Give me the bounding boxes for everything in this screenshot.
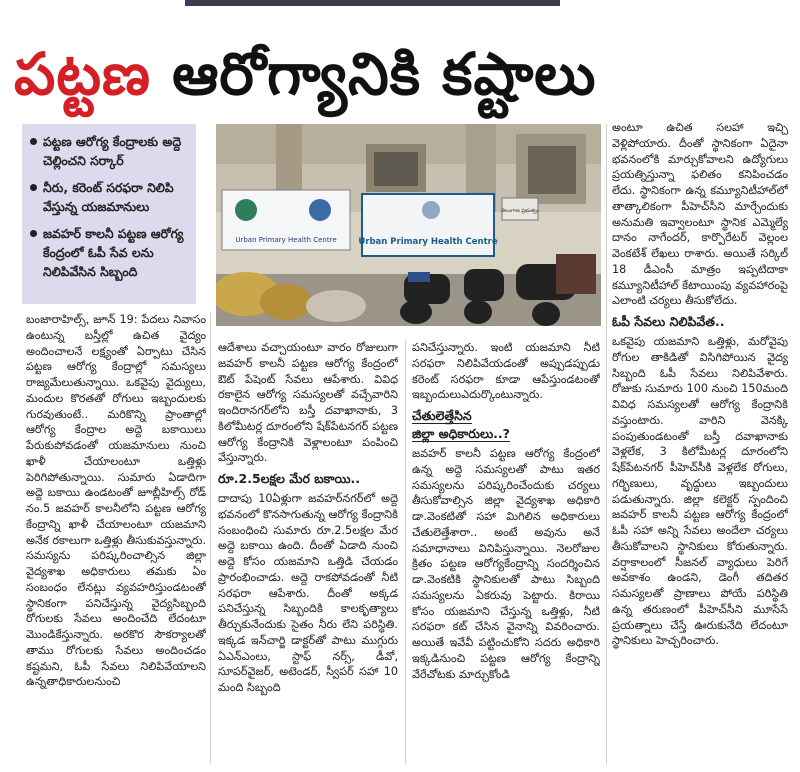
news-photo xyxy=(216,124,601,326)
board-main-text: Urban Primary Health Centre xyxy=(358,237,498,247)
highlight-item xyxy=(30,132,190,170)
highlight-item xyxy=(30,224,190,281)
column-divider xyxy=(405,340,406,764)
article-column-4 xyxy=(612,120,788,768)
paragraph: ఆదేశాలు వచ్చాయంటూ వారం రోజులుగా జవహర్ కాలనీ పట్టణ ఆరోగ్య కేంద్రంలో ఔట్ పేషెంట్ సేవలు ఆపేశారు. వివిధ రకాలైన ఆరోగ్య సమస్యలతో వచ్చేవారిని ఇందిరానగర్‌లోని బస్తీ దవాఖానాకు, 3 కిలోమీటర్ల దూరంలోని షేక్‌పేటనగర్ పట్టణ ఆరోగ్య కేంద్రానికి వెళ్లాలంటూ పంపించి వేస్తున్నారు. xyxy=(218,341,398,465)
subheading: రూ.2.5లక్షల మేర బకాయి.. xyxy=(218,471,361,486)
top-bar xyxy=(185,0,560,6)
subheading-line-1: చేతులెత్తేసిన xyxy=(412,408,472,423)
board-left-text: Urban Primary Health Centre xyxy=(235,236,337,244)
photo-illustration xyxy=(216,124,601,326)
paragraph: ఒకవైపు యజమాని ఒత్తిళ్లు, మరోవైపు రోగుల తాకిడితో విసిగిపోయిన వైద్య సిబ్బంది ఓపీ సేవలు నిలిపివేశారు. రోజుకు సుమారు 100 నుంచి 150మంది వివిధ సమస్యలతో ఆరోగ్య కేంద్రానికి వస్తుంటారు. వారిని వెనక్కి పంపుతుండటంతో బస్తీ దవాఖానాకు వెళ్లలేక, 3 కిలోమీటర్ల దూరంలోని షేక్‌పేటనగర్ పీహెచ్‌సీకి వెళ్లలేక రోగులు, గర్భిణులు, వృద్ధులు ఇబ్బందులు పడుతున్నారు. జిల్లా కలెక్టర్ స్పందించి జవహర్ కాలనీ పట్టణ ఆరోగ్య కేంద్రంలో ఓపీ సహా అన్ని సేవలు అందేలా చర్యలు తీసుకోవాలని స్థానికులు కోరుతున్నారు. వర్షాకాలంలో సీజనల్ వ్యాధులు పెరిగే అవకాశం ఉండని, డెంగీ తదితర సమస్యలతో ప్రాణాలు పోయే పరిస్థితి ఉన్న తరుణంలో పీహెచ్‌సీని మూసేసే ప్రయత్నాలు చేస్తే ఊరుకునేది లేదంటూ స్థానికులు హెచ్చరించారు. xyxy=(612,335,788,648)
column-divider xyxy=(606,124,607,764)
paragraph: దాదాపు 10ఏళ్లుగా జవహర్‌నగర్‌లో అద్దె భవనంలో కొనసాగుతున్న ఆరోగ్య కేంద్రానికి సంబంధించి సుమారు రూ.2.5లక్షల మేర అద్దె బకాయి ఉంది. దీంతో ఏడాది నుంచి అద్దె కోసం యజమాని ఒత్తిడి చేయడం ప్రారంభించాడు. అద్దె రాకపోవడంతో నీటి సరఫరా ఆపేశారు. దీంతో అక్కడ పనిచేస్తున్న సిబ్బందికి కాలకృత్యాలు తీర్చుకునేందుకు సైతం నీరు లేని పరిస్థితి. ఇక్కడ ఇన్‌చార్జి డాక్టర్‌తో పాటు ముగ్గురు ఏఎన్‌ఎంలు, స్టాఫ్ నర్స్, డీవో, సూపర్‌వైజర్, అటెండర్, స్వీపర్ సహా 10 మంది సిబ్బంది xyxy=(218,492,398,694)
highlight-text: జవహర్ కాలనీ పట్టణ ఆరోగ్య కేంద్రంలో ఓపీ సేవ లను నిలిపివేసిన సిబ్బంది xyxy=(43,226,184,279)
bullet-icon xyxy=(30,230,37,237)
paragraph: జవహర్ కాలనీ పట్టణ ఆరోగ్య కేంద్రంలో ఉన్న అద్దె సమస్యలతో పాటు ఇతర సమస్యలను పరిష్కరించేందుకు చర్యలు తీసుకోవాల్సిన జిల్లా వైద్యశాఖ అధికారి డా.వెంకటితో సహా మిగిలిన అధికారులు చేతులెత్తేశారా.. అంటే అవును అనే సమాధానాలు వినిపిస్తున్నాయి. నెలరోజుల క్రితం పట్టణ ఆరోగ్యకేంద్రాన్ని సందర్శించిన డా.వెంకటికి స్థానికులతో పాటు సిబ్బంది సమస్యలను ఏకరువు పెట్టారు. కిరాయి కోసం యజమాని చేస్తున్న ఒత్తిళ్లు, నీటి సరఫరా కట్ చేసిన వైనాన్ని వివరించారు. అయితే ఇవేవీ పట్టించుకోని సదరు అధికారి ఇక్కడినుంచి పట్టణ ఆరోగ్య కేంద్రాన్ని వేరేచోటకు మార్చుకోండి xyxy=(412,447,600,681)
headline-red: పట్టణ xyxy=(14,40,151,108)
column-divider xyxy=(210,312,211,764)
board-right-text: తెలంగాణ ప్రభుత్వం xyxy=(501,208,539,214)
highlights-box xyxy=(22,124,196,304)
paragraph: పనిచేస్తున్నారు. ఇంటి యజమాని నీటి సరఫరా నిలిపివేయడంతో అప్పుడప్పుడు కరెంట్ సరఫరా కూడా ఆపేస్తుండటంతో ఇబ్బందులుఎదుర్కొంటున్నారు. xyxy=(412,341,600,402)
article-column-1 xyxy=(26,312,206,764)
paragraph: అంటూ ఉచిత సలహా ఇచ్చి వెళ్లిపోయారు. దీంతో స్థానికంగా ఏదైనా భవనంలోకి మార్చుకోవాలని ఉద్యోగులు ప్రయత్నిస్తున్నా ఫలితం కనిపించడం లేదు. స్థానికంగా ఉన్న కమ్యూనిటీహాల్‌లో తాత్కాలికంగా పీహెచ్‌సీని మార్చేందుకు అనుమతి ఇవ్వాలంటూ స్థానిక ఎమ్మెల్యే దానం నాగేందర్, కార్పొరేటర్ వెల్లంల వెంకటేశ్ లేఖలు రాశారు. అయితే సర్కిల్ 18 డీఎంసీ మాత్రం ఇప్పటిదాకా కమ్యూనిటీహాల్ కేటాయింపు వ్యవహారంపై ఎలాంటి చర్యలు తీసుకోలేదు. xyxy=(612,121,788,308)
article-column-2 xyxy=(218,340,398,764)
headline-black: ఆరోగ్యానికి కష్టాలు xyxy=(172,40,597,108)
highlight-item xyxy=(30,178,190,216)
subheading: ఓపీ సేవలు నిలిపివేత.. xyxy=(612,314,725,329)
paragraph: బంజారాహిల్స్, జూన్ 19: పేదలు నివాసం ఉంటున్న బస్తీల్లో ఉచిత వైద్యం అందించాలనే లక్ష్యంతో ఏర్పాటు చేసిన పట్టణ ఆరోగ్య కేంద్రాల్లో సమస్యలు రాజ్యమేలుతున్నాయి. ఒకవైపు వైద్యులు, మందుల కొరతతో రోగులు ఇబ్బందులకు గురవుతుంటే.. మరికొన్ని ప్రాంతాల్లో ఆరోగ్య కేంద్రాల అద్దె బకాయిలు పేరుకుపోవడంతో యజమానులు నుంచి ఖాళీ చేయాలంటూ ఒత్తిళ్లు పెరిగిపోతున్నాయి. సుమారు ఏడాదిగా అద్దె బకాయి ఉండటంతో జూబ్లీహిల్స్ రోడ్ నం.5 జవహర్ కాలనీలోని పట్టణ ఆరోగ్య కేంద్రాన్ని ఖాళీ చేయాలంటూ యజమాని అనేక రకాలుగా ఒత్తిళ్లు తీసుకువస్తున్నారు. సమస్యను పరిష్కరించాల్సిన జిల్లా వైద్యశాఖ అధికారులు తమకు ఏం సంబంధం లేనట్లు వ్యవహరిస్తుండటంతో స్థానికంగా పనిచేస్తున్న వైద్యసిబ్బంది రోగులకు సేవలు అందించేది లేదంటూ మొండికేస్తున్నారు. అరకొర సౌకర్యాలతో తాము రోగులకు సేవలు అందించడం కష్టమని, ఓపీ సేవలు నిలిపివేయాలని ఉన్నతాధికారులనుంచి xyxy=(26,313,206,689)
bullet-icon xyxy=(30,138,37,145)
article-column-3 xyxy=(412,340,600,764)
headline xyxy=(14,30,784,118)
bullet-icon xyxy=(30,184,37,191)
subheading-line-2: జిల్లా అధికారులు..? xyxy=(412,426,510,441)
highlight-text: నీరు, కరెంట్ సరఫరా నిలిపి వేస్తున్న యజమానులు xyxy=(43,180,174,214)
subheading xyxy=(412,407,600,443)
highlight-text: పట్టణ ఆరోగ్య కేంద్రాలకు అద్దె చెల్లించని సర్కార్ xyxy=(43,134,182,168)
